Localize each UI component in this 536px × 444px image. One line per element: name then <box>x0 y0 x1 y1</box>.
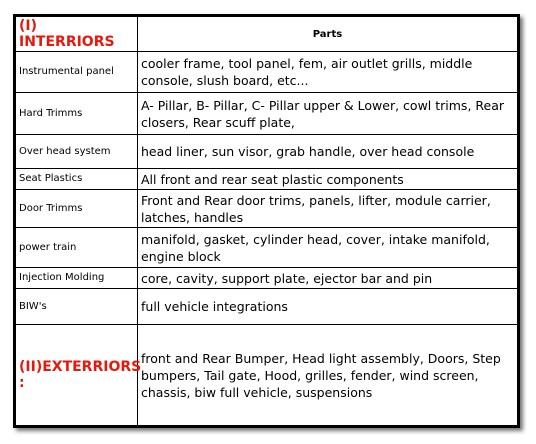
row-parts: core, cavity, support plate, ejector bar and pin <box>138 268 518 289</box>
row-label: BIW's <box>16 289 138 325</box>
parts-column-header: Parts <box>138 17 518 52</box>
table-row <box>16 52 518 93</box>
parts-table <box>15 16 518 426</box>
row-label: Instrumental panel <box>16 52 138 93</box>
table-row <box>16 135 518 169</box>
row-label: power train <box>16 228 138 268</box>
table-row <box>16 190 518 228</box>
row-parts: cooler frame, tool panel, fem, air outlet grills, middle console, slush board, etc... <box>138 52 518 93</box>
row-parts: A- Pillar, B- Pillar, C- Pillar upper & Lower, cowl trims, Rear closers, Rear scuff plate, <box>138 93 518 135</box>
table-header-row <box>16 17 518 52</box>
row-parts: Front and Rear door trims, panels, lifter, module carrier, latches, handles <box>138 190 518 228</box>
table-row <box>16 325 518 426</box>
table-row <box>16 93 518 135</box>
row-parts: front and Rear Bumper, Head light assembly, Doors, Step bumpers, Tail gate, Hood, grilles, fender, wind screen, chassis, biw full vehicle, suspensions <box>138 325 518 426</box>
row-label: Hard Trimms <box>16 93 138 135</box>
row-parts: head liner, sun visor, grab handle, over head console <box>138 135 518 169</box>
interiors-section-heading: (I) INTERRIORS <box>16 17 138 52</box>
parts-table-frame <box>13 14 520 428</box>
row-label: Injection Molding <box>16 268 138 289</box>
table-row <box>16 169 518 190</box>
table-row <box>16 268 518 289</box>
exteriors-section-heading: (II)EXTERRIORS : <box>16 325 138 426</box>
row-parts: full vehicle integrations <box>138 289 518 325</box>
row-label: Over head system <box>16 135 138 169</box>
row-label: Seat Plastics <box>16 169 138 190</box>
row-parts: manifold, gasket, cylinder head, cover, intake manifold, engine block <box>138 228 518 268</box>
table-row <box>16 228 518 268</box>
row-label: Door Trimms <box>16 190 138 228</box>
row-parts: All front and rear seat plastic components <box>138 169 518 190</box>
table-row <box>16 289 518 325</box>
